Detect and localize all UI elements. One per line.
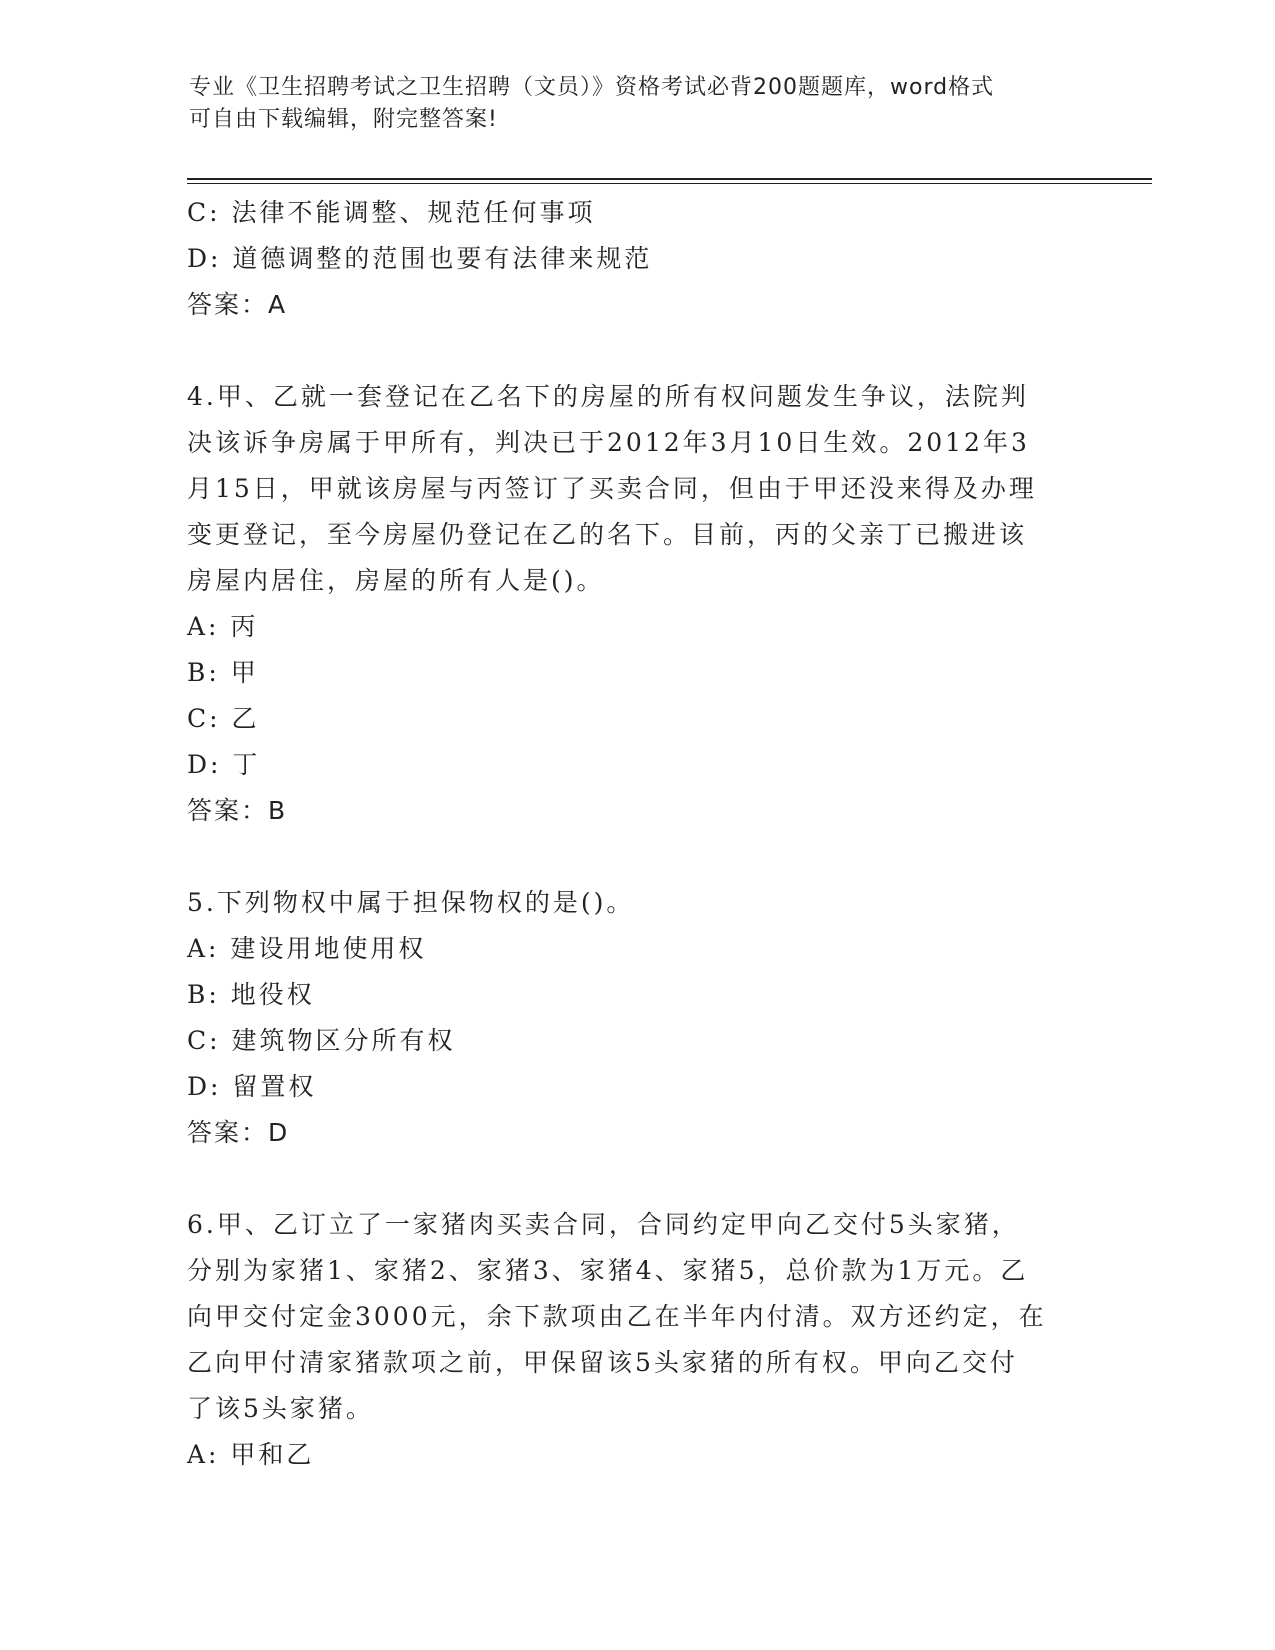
q5-option-a: A: 建设用地使用权: [187, 934, 427, 963]
header-title-line-2: 可自由下载编辑，附完整答案!: [189, 107, 498, 132]
spacer: [187, 834, 1087, 880]
q6-stem-line: 向甲交付定金3000元，余下款项由乙在半年内付清。双方还约定，在: [187, 1302, 1047, 1331]
q4-stem: [187, 374, 1087, 604]
q6-stem-line: 乙向甲付清家猪款项之前，甲保留该5头家猪的所有权。甲向乙交付: [187, 1348, 1018, 1377]
q5-option-c: C: 建筑物区分所有权: [187, 1026, 456, 1055]
header-title-line-1: 专业《卫生招聘考试之卫生招聘（文员）》资格考试必背200题题库，word格式: [189, 75, 995, 100]
q3-option-c: C: 法律不能调整、规范任何事项: [187, 198, 596, 227]
q5-answer: 答案：D: [187, 1118, 290, 1147]
header-rule-thin: [187, 183, 1152, 184]
q6-option-a: A: 甲和乙: [187, 1440, 315, 1469]
q4-option-b: B: 甲: [187, 658, 259, 687]
q6-stem-line: 分别为家猪1、家猪2、家猪3、家猪4、家猪5，总价款为1万元。乙: [187, 1256, 1029, 1285]
spacer: [187, 328, 1087, 374]
q4-stem-line: 4.甲、乙就一套登记在乙名下的房屋的所有权问题发生争议，法院判: [187, 382, 1029, 411]
q4-answer: 答案：B: [187, 796, 288, 825]
q4-stem-line: 变更登记，至今房屋仍登记在乙的名下。目前，丙的父亲丁已搬进该: [187, 520, 1028, 549]
q4-option-d: D: 丁: [187, 750, 261, 779]
document-header: [189, 72, 1089, 136]
q5-option-b: B: 地役权: [187, 980, 315, 1009]
q6-stem-line: 了该5头家猪。: [187, 1394, 374, 1423]
spacer: [187, 1156, 1087, 1202]
q4-stem-line: 房屋内居住，房屋的所有人是()。: [187, 566, 605, 595]
q4-option-a: A: 丙: [187, 612, 259, 641]
q4-stem-line: 月15日，甲就该房屋与丙签订了买卖合同，但由于甲还没来得及办理: [187, 474, 1037, 503]
q6-stem-line: 6.甲、乙订立了一家猪肉买卖合同，合同约定甲向乙交付5头家猪，: [187, 1210, 1020, 1239]
document-body: [187, 190, 1087, 1478]
q5-option-d: D: 留置权: [187, 1072, 317, 1101]
q6-stem: [187, 1202, 1087, 1432]
q3-option-d: D: 道德调整的范围也要有法律来规范: [187, 244, 653, 273]
q3-answer: 答案：A: [187, 290, 288, 319]
q4-stem-line: 决该诉争房属于甲所有，判决已于2012年3月10日生效。2012年3: [187, 428, 1030, 457]
q4-option-c: C: 乙: [187, 704, 260, 733]
header-rule-thick: [187, 178, 1152, 180]
q5-stem: 5.下列物权中属于担保物权的是()。: [187, 888, 635, 917]
